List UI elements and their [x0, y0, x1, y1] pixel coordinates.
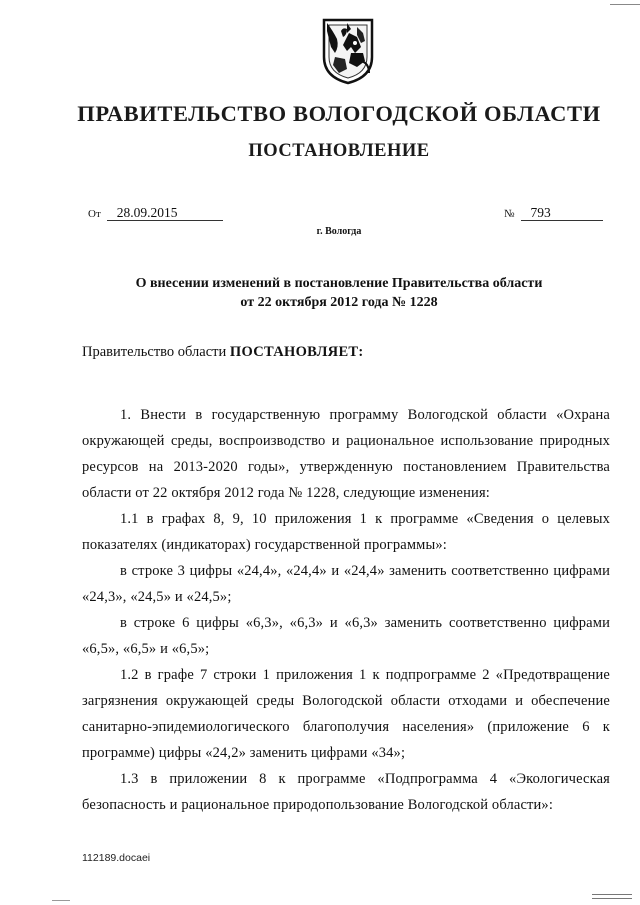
paragraph-1-1-row-6: в строке 6 цифры «6,3», «6,3» и «6,3» заменить соответственно цифрами «6,5», «6,5» и «6,5»;: [82, 615, 610, 657]
government-title: ПРАВИТЕЛЬСТВО ВОЛОГОДСКОЙ ОБЛАСТИ: [77, 101, 601, 126]
number-prefix: №: [504, 208, 515, 220]
paragraph-1-1-row-3: в строке 3 цифры «24,4», «24,4» и «24,4» заменить соответственно цифрами «24,3», «24,5» и «24,5»;: [82, 563, 610, 605]
paragraph-1-2: 1.2 в графе 7 строки 1 приложения 1 к подпрограмме 2 «Предотвращение загрязнения окружающей среды Вологодской области отходами и обеспечение санитарно-эпидемиологического благополучия населения» (приложение 6 к программе) цифры «24,2» заменить цифрами «34»;: [82, 667, 610, 761]
decree-verb: ПОСТАНОВЛЯЕТ:: [229, 344, 364, 360]
document-date: [88, 205, 223, 221]
document-subject: [0, 274, 640, 312]
paragraph-1: 1. Внести в государственную программу Вологодской области «Охрана окружающей среды, воспроизводство и рациональное использование природных ресурсов на 2013-2020 годы», утвержденную постановлением Правительства области от 22 октября 2012 года № 1228, следующие изменения:: [82, 407, 610, 501]
decree-statement: [82, 344, 364, 361]
document-body: [82, 402, 610, 818]
file-code: 112189.docaei: [82, 852, 151, 864]
date-prefix: От: [88, 208, 101, 220]
city-label: г. Вологда: [316, 226, 362, 237]
scan-edge-mark: [610, 4, 640, 5]
subject-line-2: от 22 октября 2012 года № 1228: [240, 295, 438, 310]
paragraph-1-1: 1.1 в графах 8, 9, 10 приложения 1 к программе «Сведения о целевых показателях (индикаторах) государственной программы»:: [82, 511, 610, 553]
decree-lead: Правительство области: [82, 344, 230, 360]
scan-edge-mark: [592, 894, 632, 899]
document-number: [504, 205, 603, 221]
number-value: 793: [521, 205, 603, 221]
scan-edge-mark: [52, 900, 70, 901]
subject-line-1: О внесении изменений в постановление Правительства области: [135, 276, 543, 291]
vologda-coat-of-arms-icon: [321, 17, 375, 85]
document-type-heading: ПОСТАНОВЛЕНИЕ: [248, 141, 430, 161]
date-value: 28.09.2015: [107, 205, 223, 221]
paragraph-1-3: 1.3 в приложении 8 к программе «Подпрограмма 4 «Экологическая безопасность и рациональное природопользование Вологодской области»:: [82, 771, 610, 813]
